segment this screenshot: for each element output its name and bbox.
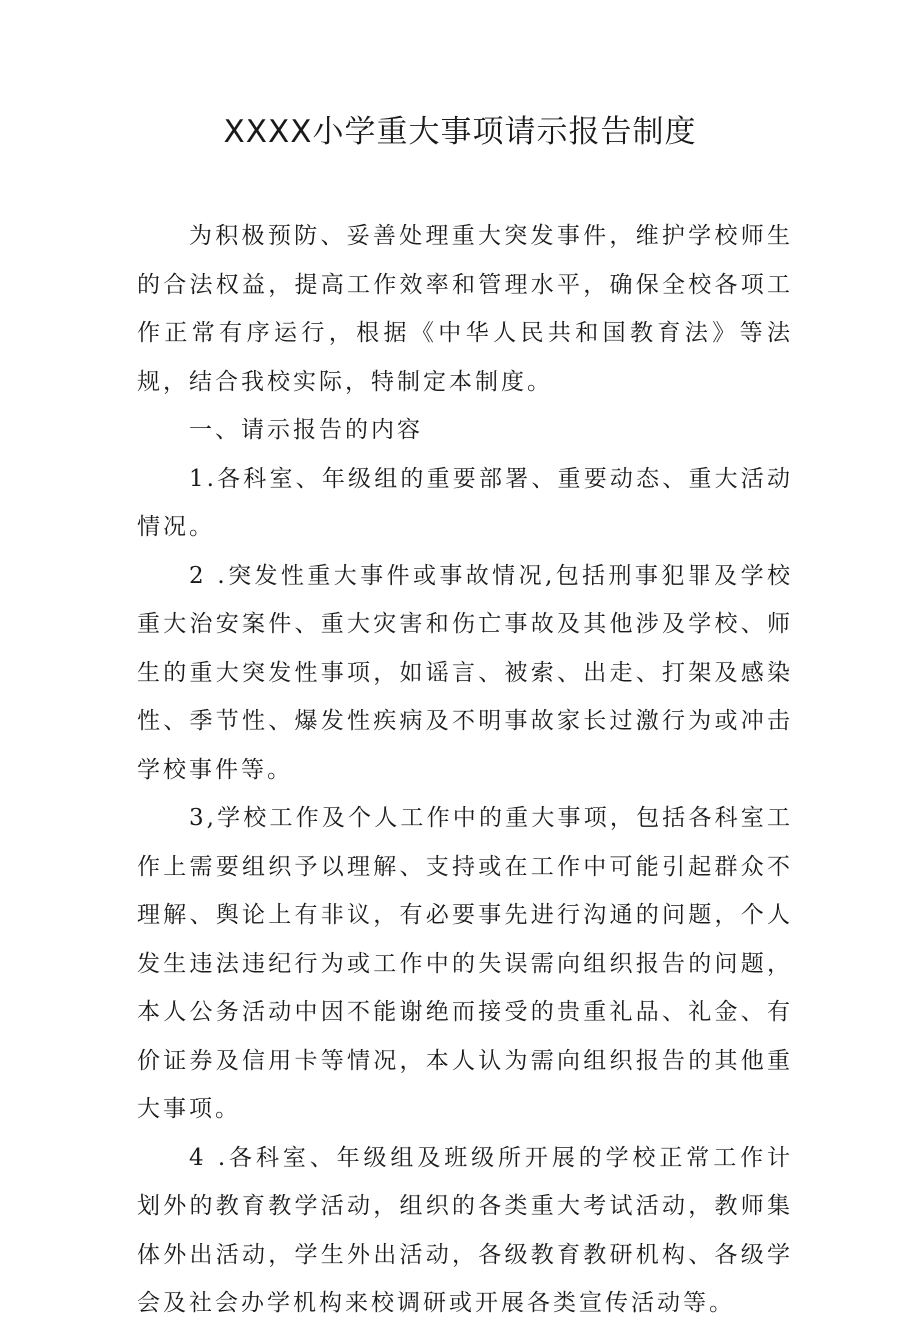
document-body: [137, 212, 793, 1328]
paragraph-intro: 为积极预防、妥善处理重大突发事件，维护学校师生的合法权益，提高工作效率和管理水平，确保全校各项工作正常有序运行，根据《中华人民共和国教育法》等法规，结合我校实际，特制定本制度。: [137, 223, 793, 395]
paragraph-item-1: 1.各科室、年级组的重要部署、重要动态、重大活动情况。: [137, 465, 793, 540]
section-heading-content: 一、请示报告的内容: [189, 417, 423, 443]
paragraph-item-4: 4 .各科室、年级组及班级所开展的学校正常工作计划外的教育教学活动，组织的各类重大考试活动，教师集体外出活动，学生外出活动，各级教育教研机构、各级学会及社会办学机构来校调研或开展各类宣传活动等。: [137, 1144, 793, 1316]
paragraph-item-2: 2 .突发性重大事件或事故情况,包括刑事犯罪及学校重大治安案件、重大灾害和伤亡事故及其他涉及学校、师生的重大突发性事项，如谣言、被索、出走、打架及感染性、季节性、爆发性疾病及不明事故家长过激行为或冲击学校事件等。: [137, 562, 793, 783]
document-title: XXXX小学重大事项请示报告制度: [223, 114, 697, 150]
paragraph-item-3: 3,学校工作及个人工作中的重大事项，包括各科室工作上需要组织予以理解、支持或在工作中可能引起群众不理解、舆论上有非议，有必要事先进行沟通的问题，个人发生违法违纪行为或工作中的失误需向组织报告的问题，本人公务活动中因不能谢绝而接受的贵重礼品、礼金、有价证券及信用卡等情况，本人认为需向组织报告的其他重大事项。: [137, 805, 793, 1122]
